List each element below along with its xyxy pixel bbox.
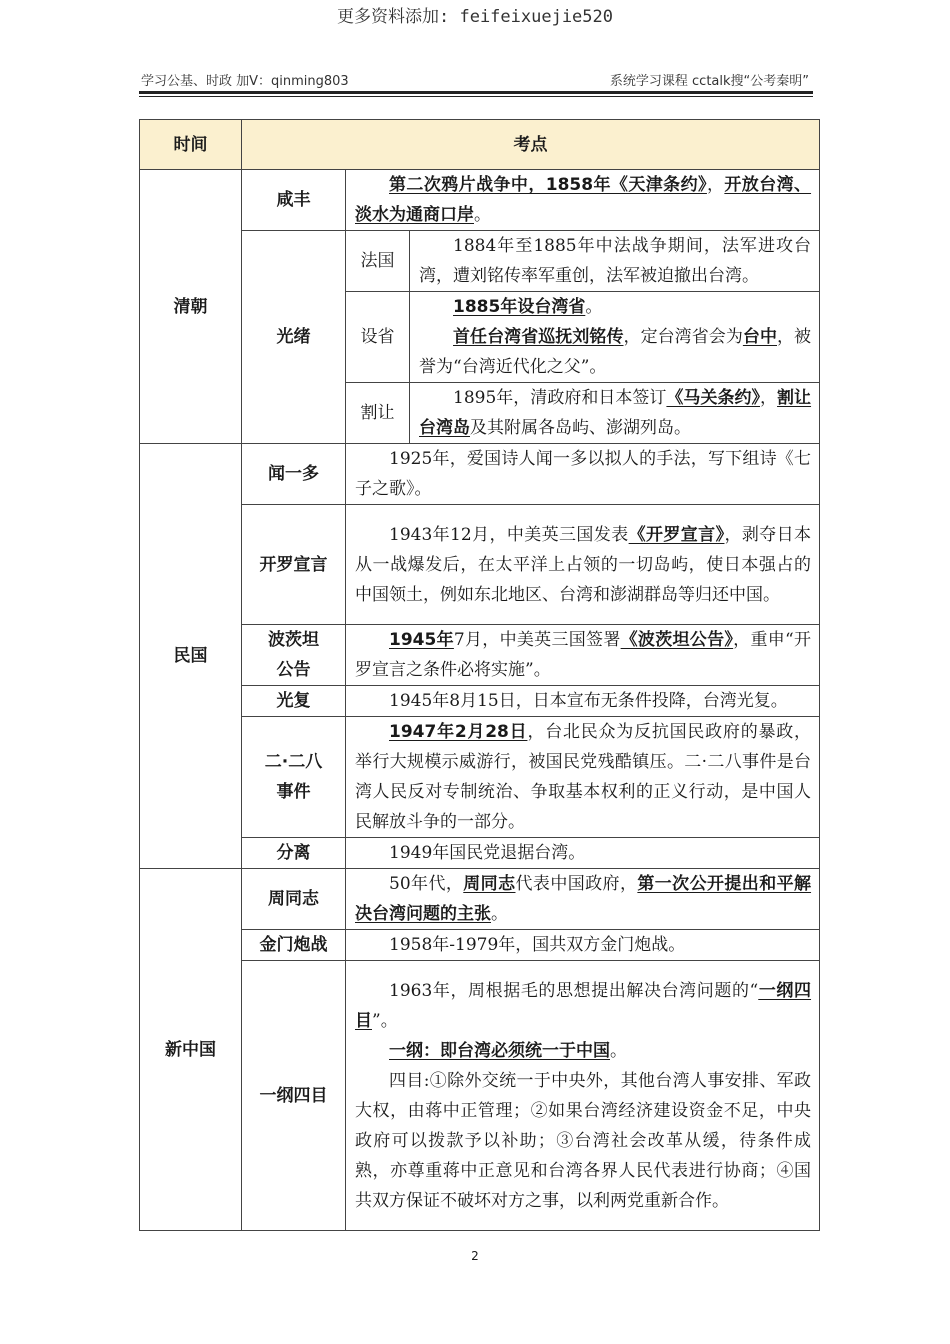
zhou-proposal: 第一次公开提出和平解决台湾问题的主张 — [355, 874, 812, 924]
table-row — [140, 717, 820, 838]
potsdam-proclamation: 《波茨坦公告》 — [620, 630, 734, 650]
zhou-name: 周同志 — [463, 874, 516, 894]
table-row — [140, 444, 820, 505]
topic-jinmen: 金门炮战 — [242, 930, 346, 961]
potsdam-year: 1945年 — [389, 630, 454, 650]
text-span: 。 — [585, 297, 603, 317]
header-rule-thin — [139, 96, 813, 97]
table-row — [140, 869, 820, 930]
text-span: ，台北民众为反抗国民政府的暴政，举行大规模示威游行，被国民党残酷镇压。二·二八事件是台湾人民反对专制统治、争取基本权利的正义行动，是中国人民解放斗争的一部分。 — [355, 722, 812, 832]
table-row — [140, 625, 820, 686]
watermark-note: 更多资料添加: feifeixuejie520 — [337, 7, 613, 27]
text-span: ，定台湾省会为 — [623, 327, 743, 347]
cell-fenli — [346, 838, 820, 869]
cell-erer — [346, 717, 820, 838]
text-span: ，剥夺日本从一战爆发后，在太平洋上占领的一切岛屿，使日本强占的中国领土，例如东北地区、台湾和澎湖群岛等归还中国。 — [355, 524, 812, 605]
cell-gerang — [410, 383, 820, 444]
topic-gangmu: 一纲四目 — [242, 961, 346, 1231]
text-span: ，重申“开罗宣言之条件必将实施”。 — [355, 630, 812, 680]
topic-erer — [242, 717, 346, 838]
topic-cairo: 开罗宣言 — [242, 505, 346, 625]
faguo-text: 1884年至1885年中法战争期间，法军进攻台湾，遭刘铭传率军重创，法军被迫撤出台湾。 — [419, 236, 812, 286]
erer-date: 1947年2月28日 — [389, 722, 528, 742]
text-span: 7月，中美英三国签署 — [453, 630, 621, 650]
text-span: ”。 — [372, 1010, 398, 1031]
header-time: 时间 — [140, 120, 242, 170]
sub-faguo: 法国 — [346, 231, 410, 292]
cell-jinmen — [346, 930, 820, 961]
topic-guangxu: 光绪 — [242, 231, 346, 444]
cell-faguo — [410, 231, 820, 292]
cairo-declaration: 《开罗宣言》 — [628, 524, 725, 545]
gangmu-simu: 四目:①除外交统一于中央外，其他台湾人事安排、军政大权，由蒋中正管理；②如果台湾经济建设资金不足，中央政府可以拨款予以补助；③台湾社会改革从缓，待条件成熟，亦尊重蒋中正意见和台湾各界人民代表进行协商；④国共双方保证不破坏对方之事，以利两党重新合作。 — [355, 1070, 812, 1211]
topic-line: 二·二八 — [264, 752, 323, 772]
topic-wen: 闻一多 — [242, 444, 346, 505]
header-rule-thick — [139, 91, 813, 94]
topic-zhou: 周同志 — [242, 869, 346, 930]
text-span: 1963年，周根据毛的思想提出解决台湾问题的“ — [389, 980, 759, 1001]
gerang-treaty: 《马关条约》 — [666, 388, 761, 408]
header-left: 学习公基、时政 加V：qinming803 — [141, 74, 349, 89]
text-span: 代表中国政府， — [515, 874, 638, 894]
sheng-governor: 首任台湾省巡抚刘铭传 — [453, 327, 624, 347]
topic-fenli: 分离 — [242, 838, 346, 869]
sub-sheng: 设省 — [346, 292, 410, 383]
table-row — [140, 505, 820, 625]
gangmu-yigang: 一纲：即台湾必须统一于中国 — [389, 1040, 610, 1061]
text-span: 。 — [474, 205, 491, 225]
text-span: 。 — [491, 904, 508, 924]
text-span: ， — [760, 388, 778, 408]
guangfu-text: 1945年8月15日，日本宣布无条件投降，台湾光复。 — [389, 691, 788, 711]
text-span: 50年代， — [389, 874, 464, 894]
topic-line: 波茨坦 — [268, 630, 319, 650]
table-row — [140, 838, 820, 869]
text-span: 。 — [610, 1040, 627, 1061]
cell-gangmu — [346, 961, 820, 1231]
text-span: ， — [706, 175, 725, 195]
text-span: 1895年，清政府和日本签订 — [453, 388, 667, 408]
sub-gerang: 割让 — [346, 383, 410, 444]
gerang-island: 割让台湾岛 — [419, 388, 812, 438]
cell-potsdam — [346, 625, 820, 686]
era-xinzhongguo: 新中国 — [140, 869, 242, 1231]
table-header-row — [140, 120, 820, 170]
cell-sheng — [410, 292, 820, 383]
sheng-1885: 1885年设台湾省 — [453, 297, 586, 317]
cell-xianfeng — [346, 170, 820, 231]
table-row — [140, 686, 820, 717]
topic-line: 事件 — [276, 782, 311, 802]
table-row — [140, 170, 820, 231]
fenli-text: 1949年国民党退据台湾。 — [389, 843, 586, 863]
topic-potsdam — [242, 625, 346, 686]
xianfeng-treaty: 第二次鸦片战争中，1858年《天津条约》 — [389, 175, 707, 195]
text-span: ，被誉为“台湾近代化之父”。 — [419, 327, 812, 377]
header-right: 系统学习课程 cctalk搜“公考秦明” — [609, 74, 809, 89]
text-span: 1943年12月，中美英三国发表 — [389, 524, 629, 545]
jinmen-text: 1958年-1979年，国共双方金门炮战。 — [389, 935, 686, 955]
cell-zhou — [346, 869, 820, 930]
history-table — [139, 119, 820, 1231]
header-points: 考点 — [242, 120, 820, 170]
text-span: 及其附属各岛屿、澎湖列岛。 — [470, 418, 691, 438]
era-qing: 清朝 — [140, 170, 242, 444]
sheng-capital: 台中 — [742, 327, 777, 347]
wen-text: 1925年，爱国诗人闻一多以拟人的手法，写下组诗《七子之歌》。 — [355, 449, 812, 499]
era-minguo: 民国 — [140, 444, 242, 869]
topic-guangfu: 光复 — [242, 686, 346, 717]
page-number: 2 — [471, 1249, 479, 1263]
cell-guangfu — [346, 686, 820, 717]
topic-line: 公告 — [276, 660, 311, 680]
xianfeng-ports: 开放台湾、淡水为通商口岸 — [355, 175, 812, 225]
table-row — [140, 231, 820, 292]
cell-cairo — [346, 505, 820, 625]
gangmu-term: 一纲四目 — [355, 980, 812, 1031]
table-row — [140, 961, 820, 1231]
table-row — [140, 930, 820, 961]
cell-wen — [346, 444, 820, 505]
topic-xianfeng: 咸丰 — [242, 170, 346, 231]
